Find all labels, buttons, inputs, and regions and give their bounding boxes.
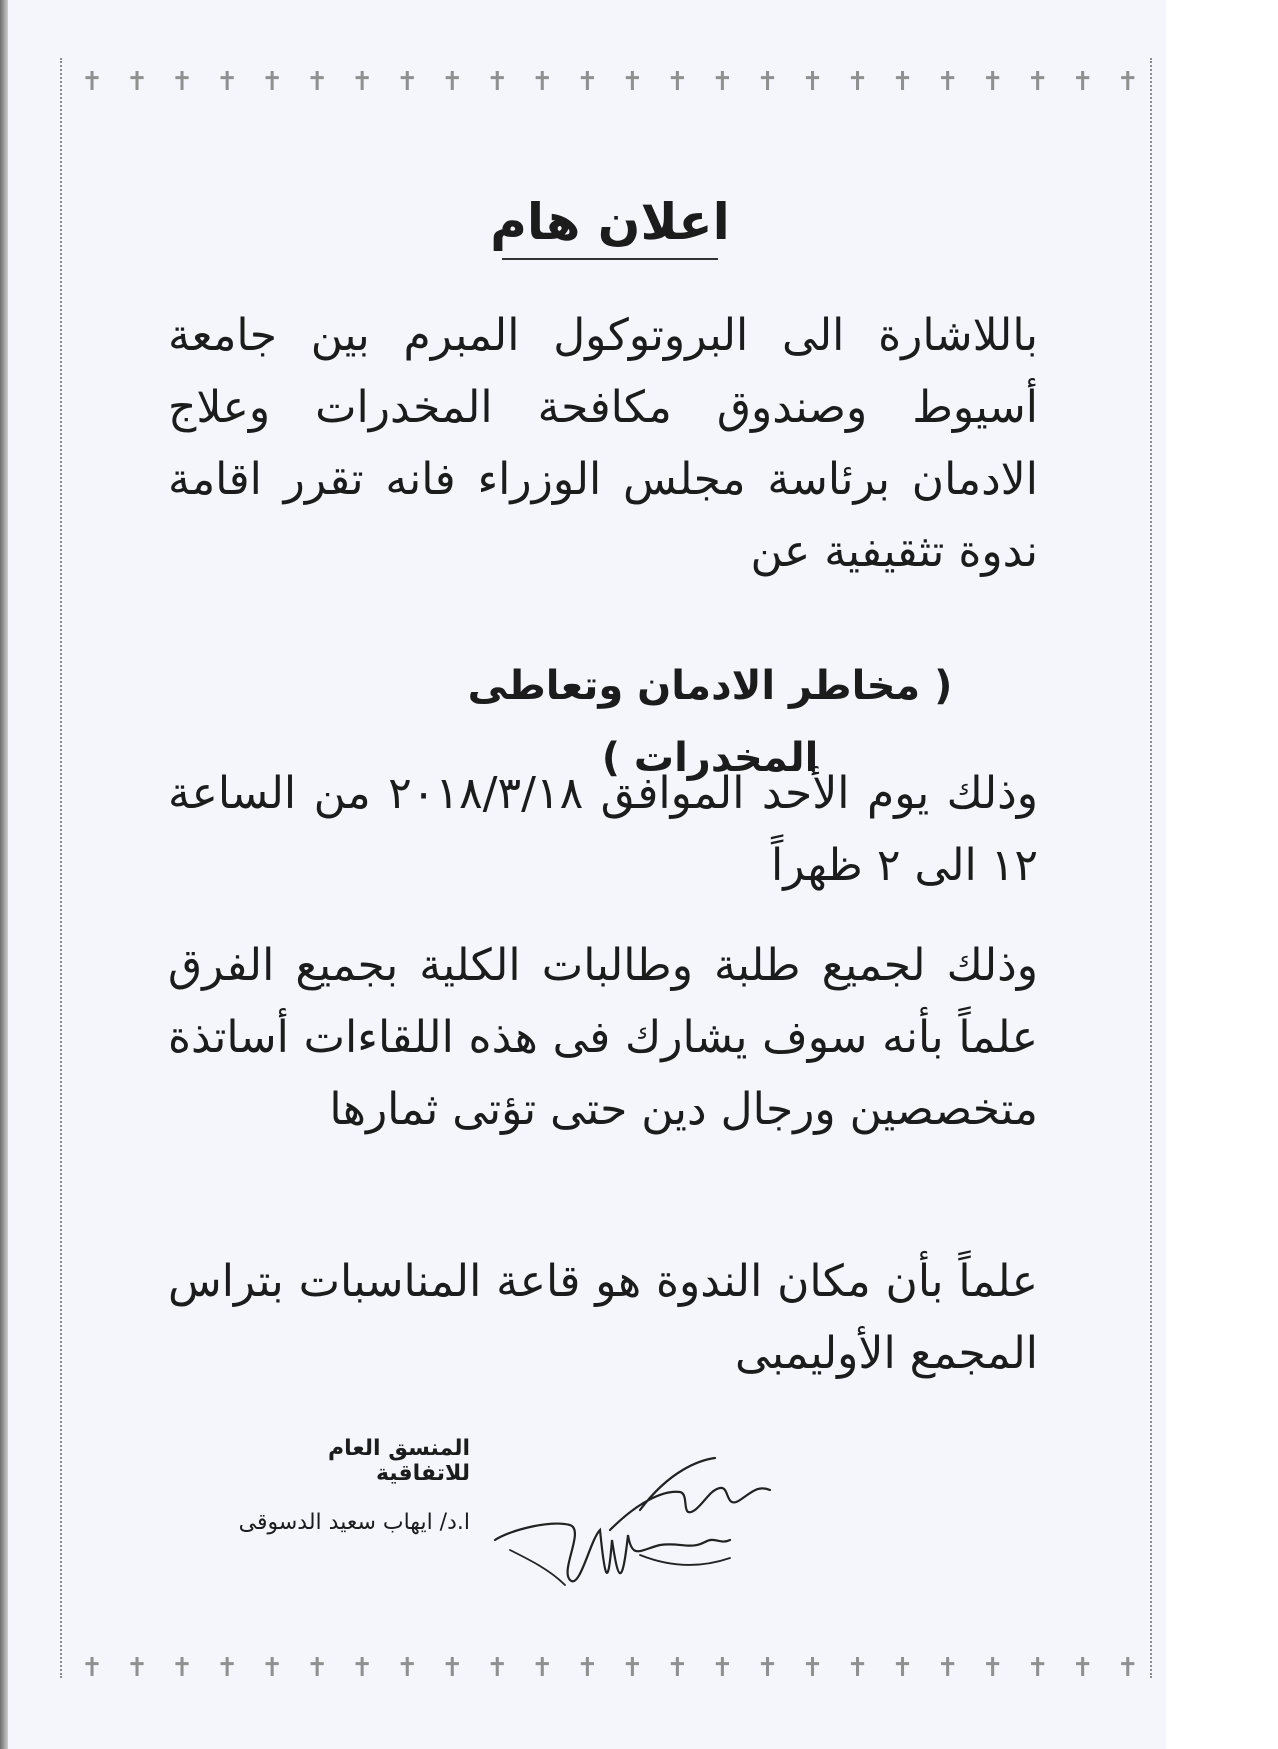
- ornament-icon: ✝: [396, 67, 419, 97]
- ornament-icon: ✝: [846, 67, 869, 97]
- ornament-icon: ✝: [891, 1653, 914, 1683]
- handwritten-signature: [490, 1430, 790, 1630]
- ornament-icon: ✝: [936, 67, 959, 97]
- announcement-title: اعلان هام: [490, 193, 730, 251]
- coordinator-title: المنسق العام للاتفاقية: [327, 1436, 470, 1486]
- ornament-icon: ✝: [126, 1653, 148, 1683]
- ornament-icon: ✝: [126, 67, 148, 97]
- ornament-icon: ✝: [576, 1653, 599, 1683]
- ornament-icon: ✝: [261, 1653, 284, 1683]
- ornament-icon: ✝: [1026, 1653, 1049, 1683]
- ornament-icon: ✝: [171, 1653, 193, 1683]
- ornament-icon: ✝: [81, 1653, 103, 1683]
- ornament-icon: ✝: [711, 1653, 734, 1683]
- page-margin: [1166, 0, 1278, 1749]
- intro-paragraph: باللاشارة الى البروتوكول المبرم بين جامعة أسيوط وصندوق مكافحة المخدرات وعلاج الادمان برئاسة مجلس الوزراء فانه تقرر اقامة ندوة تثقيفية عن: [168, 310, 1038, 577]
- ornament-icon: ✝: [1026, 67, 1049, 97]
- top-ornament-border: [80, 62, 1140, 102]
- ornament-icon: ✝: [216, 67, 238, 97]
- ornament-icon: ✝: [846, 1653, 869, 1683]
- ornament-icon: ✝: [1071, 1653, 1094, 1683]
- ornament-icon: ✝: [891, 67, 914, 97]
- ornament-icon: ✝: [666, 1653, 689, 1683]
- ornament-icon: ✝: [441, 67, 464, 97]
- ornament-icon: ✝: [1071, 67, 1094, 97]
- ornament-icon: ✝: [531, 1653, 554, 1683]
- date-time-paragraph: وذلك يوم الأحد الموافق ٢٠١٨/٣/١٨ من الساعة ١٢ الى ٢ ظهراً: [168, 768, 1039, 891]
- coordinator-name: ا.د/ ايهاب سعيد الدسوقى: [238, 1510, 470, 1535]
- ornament-icon: ✝: [576, 67, 599, 97]
- ornament-icon: ✝: [81, 67, 103, 97]
- ornament-icon: ✝: [306, 67, 329, 97]
- ornament-icon: ✝: [981, 67, 1004, 97]
- venue-paragraph: علماً بأن مكان الندوة هو قاعة المناسبات بتراس المجمع الأوليمبى: [168, 1256, 1038, 1379]
- ornament-icon: ✝: [666, 67, 689, 97]
- ornament-icon: ✝: [261, 67, 284, 97]
- title-underline: [502, 258, 718, 260]
- audience-paragraph: وذلك لجميع طلبة وطالبات الكلية بجميع الفرق علماً بأنه سوف يشارك فى هذه اللقاءات أساتذة متخصصين ورجال دين حتى تؤتى ثمارها: [168, 940, 1038, 1135]
- ornament-icon: ✝: [756, 67, 779, 97]
- ornament-icon: ✝: [396, 1653, 419, 1683]
- ornament-icon: ✝: [981, 1653, 1004, 1683]
- ornament-icon: ✝: [801, 67, 824, 97]
- ornament-icon: ✝: [621, 1653, 644, 1683]
- ornament-icon: ✝: [216, 1653, 238, 1683]
- ornament-icon: ✝: [306, 1653, 329, 1683]
- ornament-icon: ✝: [531, 67, 554, 97]
- seminar-topic: ( مخاطر الادمان وتعاطى المخدرات ): [467, 663, 953, 781]
- ornament-icon: ✝: [756, 1653, 779, 1683]
- ornament-icon: ✝: [711, 67, 734, 97]
- ornament-icon: ✝: [621, 67, 644, 97]
- ornament-icon: ✝: [1116, 1653, 1139, 1683]
- ornament-icon: ✝: [1116, 67, 1139, 97]
- ornament-icon: ✝: [351, 67, 374, 97]
- ornament-icon: ✝: [441, 1653, 464, 1683]
- ornament-icon: ✝: [171, 67, 193, 97]
- ornament-icon: ✝: [936, 1653, 959, 1683]
- ornament-icon: ✝: [486, 1653, 509, 1683]
- scan-edge: [0, 0, 8, 1749]
- ornament-icon: ✝: [486, 67, 509, 97]
- ornament-icon: ✝: [351, 1653, 374, 1683]
- ornament-icon: ✝: [801, 1653, 824, 1683]
- bottom-ornament-border: [80, 1648, 1140, 1688]
